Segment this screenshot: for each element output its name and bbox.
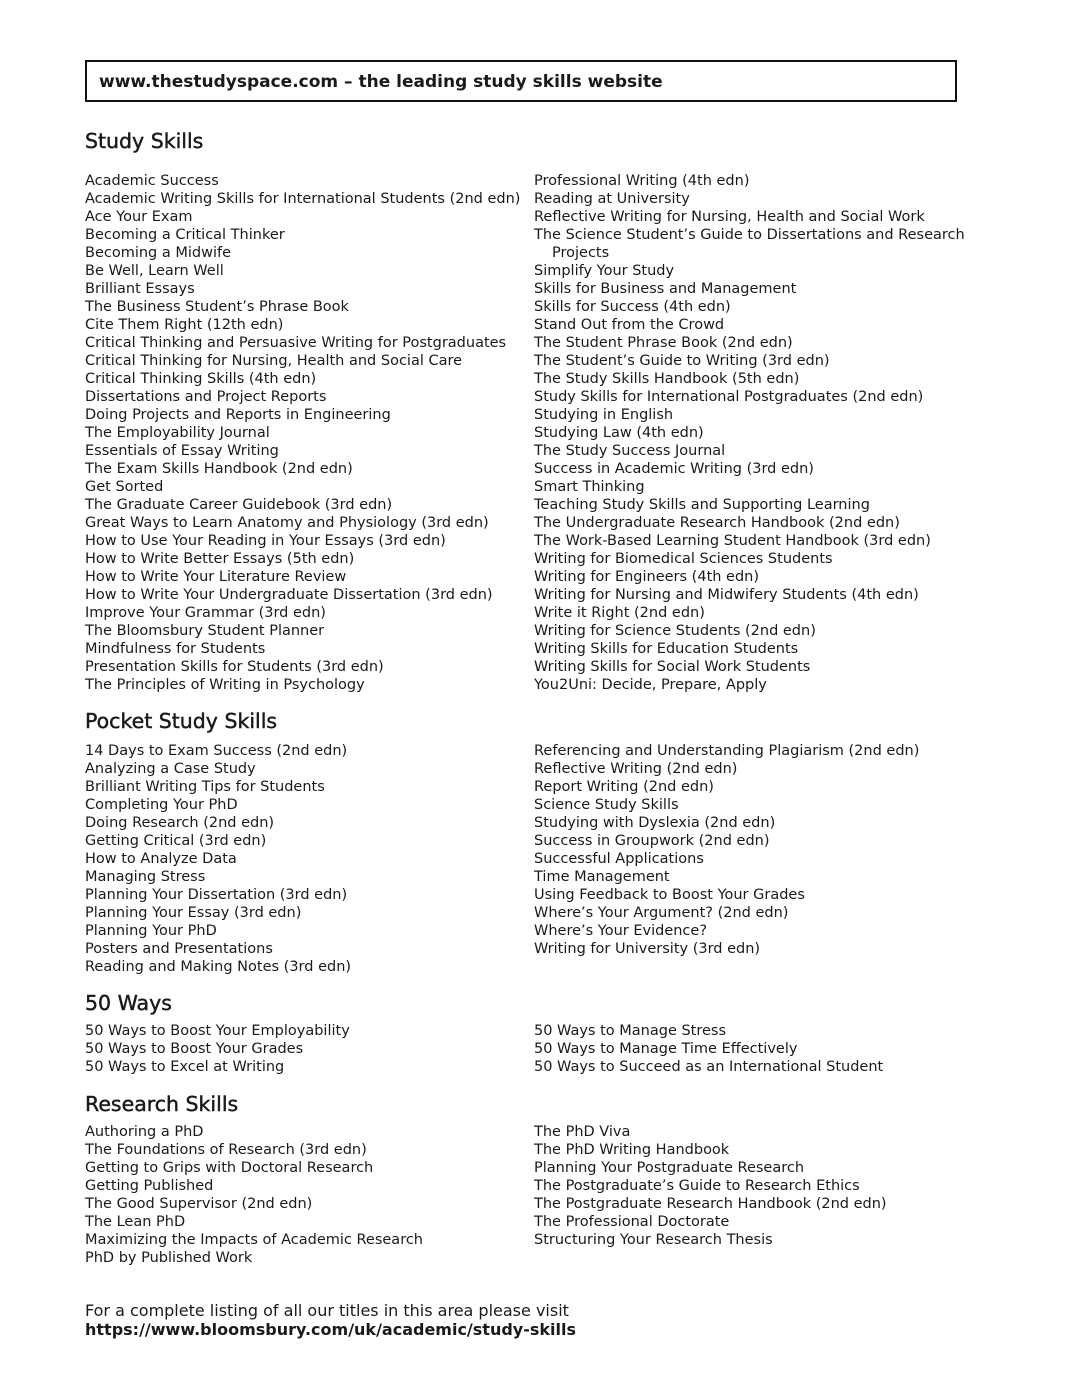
book-title-item: Studying Law (4th edn) <box>534 425 704 441</box>
book-title-item: Analyzing a Case Study <box>85 761 256 777</box>
book-title-item: 50 Ways to Boost Your Employability <box>85 1023 350 1039</box>
book-title-item: Posters and Presentations <box>85 941 273 957</box>
book-title-item: Teaching Study Skills and Supporting Learning <box>534 497 870 513</box>
book-title-item: The Employability Journal <box>85 425 270 441</box>
book-title-item: Mindfulness for Students <box>85 641 266 657</box>
book-title-item: You2Uni: Decide, Prepare, Apply <box>534 677 767 693</box>
book-title-item: Science Study Skills <box>534 797 679 813</box>
book-title-item: 50 Ways to Excel at Writing <box>85 1059 285 1075</box>
book-title-item: The PhD Writing Handbook <box>534 1142 730 1158</box>
book-title-item: Stand Out from the Crowd <box>534 317 725 333</box>
right-column <box>534 742 983 976</box>
book-title-item: Reflective Writing (2nd edn) <box>534 761 738 777</box>
book-title-item: Getting Published <box>85 1178 214 1194</box>
book-title-item: The Science Student’s Guide to Dissertations and Research Projects <box>534 227 965 261</box>
website-banner <box>85 60 957 102</box>
book-title-item: Simplify Your Study <box>534 263 675 279</box>
book-title-item: Success in Academic Writing (3rd edn) <box>534 461 814 477</box>
book-title-item: The Exam Skills Handbook (2nd edn) <box>85 461 353 477</box>
book-title-item: Report Writing (2nd edn) <box>534 779 714 795</box>
book-title-item: Getting Critical (3rd edn) <box>85 833 267 849</box>
book-title-item: Great Ways to Learn Anatomy and Physiology (3rd edn) <box>85 515 489 531</box>
book-title-item: The PhD Viva <box>534 1124 631 1140</box>
book-title-item: The Student’s Guide to Writing (3rd edn) <box>534 353 830 369</box>
book-title-item: Write it Right (2nd edn) <box>534 605 705 621</box>
book-title-item: Success in Groupwork (2nd edn) <box>534 833 770 849</box>
banner-text: www.thestudyspace.com – the leading study skills website <box>99 72 663 92</box>
book-title-item: Presentation Skills for Students (3rd edn) <box>85 659 384 675</box>
book-title-item: PhD by Published Work <box>85 1250 253 1266</box>
book-title-item: Academic Writing Skills for International Students (2nd edn) <box>85 191 521 207</box>
left-column <box>85 172 534 694</box>
section-title: 50 Ways <box>85 991 172 1015</box>
book-title-item: Academic Success <box>85 173 219 189</box>
book-title-item: How to Write Your Literature Review <box>85 569 347 585</box>
section-columns <box>85 742 985 976</box>
book-title-item: Critical Thinking for Nursing, Health and Social Care <box>85 353 463 369</box>
left-column <box>85 1123 534 1267</box>
right-column <box>534 1123 983 1267</box>
book-title-item: Skills for Business and Management <box>534 281 797 297</box>
section-columns <box>85 172 985 694</box>
book-title-item: Using Feedback to Boost Your Grades <box>534 887 805 903</box>
book-title-item: Referencing and Understanding Plagiarism (2nd edn) <box>534 743 920 759</box>
left-column <box>85 742 534 976</box>
book-title-item: Be Well, Learn Well <box>85 263 224 279</box>
book-title-item: Authoring a PhD <box>85 1124 204 1140</box>
book-title-item: Maximizing the Impacts of Academic Research <box>85 1232 423 1248</box>
section-50-ways <box>85 986 985 1076</box>
section-title: Research Skills <box>85 1092 239 1116</box>
book-title-item: Skills for Success (4th edn) <box>534 299 731 315</box>
book-title-item: How to Write Better Essays (5th edn) <box>85 551 355 567</box>
book-title-item: The Business Student’s Phrase Book <box>85 299 349 315</box>
book-title-item: Reading and Making Notes (3rd edn) <box>85 959 352 975</box>
book-title-item: The Good Supervisor (2nd edn) <box>85 1196 313 1212</box>
book-title-item: Writing for Biomedical Sciences Students <box>534 551 833 567</box>
book-listing <box>85 124 985 1267</box>
book-title-item: Where’s Your Argument? (2nd edn) <box>534 905 789 921</box>
book-title-item: Getting to Grips with Doctoral Research <box>85 1160 374 1176</box>
book-title-item: Writing for Nursing and Midwifery Students (4th edn) <box>534 587 919 603</box>
left-column <box>85 1022 534 1076</box>
book-title-item: Brilliant Writing Tips for Students <box>85 779 325 795</box>
book-title-item: The Postgraduate’s Guide to Research Ethics <box>534 1178 860 1194</box>
book-title-item: Writing Skills for Social Work Students <box>534 659 811 675</box>
book-title-item: The Foundations of Research (3rd edn) <box>85 1142 367 1158</box>
section-research-skills <box>85 1087 985 1267</box>
book-title-item: Writing for University (3rd edn) <box>534 941 761 957</box>
book-title-item: Get Sorted <box>85 479 164 495</box>
book-title-item: Where’s Your Evidence? <box>534 923 708 939</box>
book-title-item: Critical Thinking Skills (4th edn) <box>85 371 317 387</box>
book-title-item: Ace Your Exam <box>85 209 193 225</box>
book-title-item: Doing Research (2nd edn) <box>85 815 275 831</box>
book-title-item: The Lean PhD <box>85 1214 186 1230</box>
book-title-item: Writing for Engineers (4th edn) <box>534 569 760 585</box>
book-title-item: The Professional Doctorate <box>534 1214 730 1230</box>
book-title-item: Reading at University <box>534 191 690 207</box>
book-title-item: Successful Applications <box>534 851 704 867</box>
book-title-item: Brilliant Essays <box>85 281 195 297</box>
book-title-item: How to Analyze Data <box>85 851 237 867</box>
book-title-item: Improve Your Grammar (3rd edn) <box>85 605 326 621</box>
book-title-item: Critical Thinking and Persuasive Writing for Postgraduates <box>85 335 507 351</box>
book-title-item: Planning Your PhD <box>85 923 217 939</box>
book-title-item: Structuring Your Research Thesis <box>534 1232 773 1248</box>
book-title-item: The Study Success Journal <box>534 443 726 459</box>
section-columns <box>85 1022 985 1076</box>
book-title-item: 14 Days to Exam Success (2nd edn) <box>85 743 348 759</box>
book-title-item: Becoming a Critical Thinker <box>85 227 285 243</box>
book-title-item: The Work-Based Learning Student Handbook (3rd edn) <box>534 533 931 549</box>
section-study-skills <box>85 124 985 694</box>
book-title-item: The Principles of Writing in Psychology <box>85 677 365 693</box>
book-title-item: Study Skills for International Postgraduates (2nd edn) <box>534 389 924 405</box>
book-title-item: Planning Your Postgraduate Research <box>534 1160 805 1176</box>
book-title-item: Reflective Writing for Nursing, Health and Social Work <box>534 209 925 225</box>
book-title-item: Studying with Dyslexia (2nd edn) <box>534 815 776 831</box>
book-title-item: The Postgraduate Research Handbook (2nd edn) <box>534 1196 887 1212</box>
book-title-item: 50 Ways to Manage Stress <box>534 1023 727 1039</box>
book-title-item: Writing for Science Students (2nd edn) <box>534 623 816 639</box>
book-title-item: The Graduate Career Guidebook (3rd edn) <box>85 497 393 513</box>
book-title-item: Doing Projects and Reports in Engineering <box>85 407 391 423</box>
footer-link[interactable]: https://www.bloomsbury.com/uk/academic/study-skills <box>85 1320 576 1339</box>
section-columns <box>85 1123 985 1267</box>
book-title-item: The Study Skills Handbook (5th edn) <box>534 371 800 387</box>
book-title-item: Essentials of Essay Writing <box>85 443 279 459</box>
book-title-item: Becoming a Midwife <box>85 245 232 261</box>
right-column <box>534 172 983 694</box>
book-title-item: Dissertations and Project Reports <box>85 389 327 405</box>
book-title-item: Smart Thinking <box>534 479 645 495</box>
book-title-item: 50 Ways to Succeed as an International Student <box>534 1059 884 1075</box>
book-title-item: Writing Skills for Education Students <box>534 641 799 657</box>
footer-text: For a complete listing of all our titles in this area please visit <box>85 1301 569 1320</box>
book-title-item: How to Write Your Undergraduate Dissertation (3rd edn) <box>85 587 493 603</box>
book-title-item: Professional Writing (4th edn) <box>534 173 750 189</box>
book-title-item: Planning Your Dissertation (3rd edn) <box>85 887 348 903</box>
section-pocket-study-skills <box>85 704 985 976</box>
book-title-item: Time Management <box>534 869 670 885</box>
book-title-item: 50 Ways to Boost Your Grades <box>85 1041 304 1057</box>
book-title-item: Studying in English <box>534 407 674 423</box>
book-title-item: The Student Phrase Book (2nd edn) <box>534 335 793 351</box>
book-title-item: Cite Them Right (12th edn) <box>85 317 284 333</box>
section-title: Study Skills <box>85 129 204 153</box>
book-title-item: Completing Your PhD <box>85 797 238 813</box>
book-title-item: Planning Your Essay (3rd edn) <box>85 905 302 921</box>
footer-note <box>85 1301 576 1339</box>
book-title-item: How to Use Your Reading in Your Essays (3rd edn) <box>85 533 446 549</box>
right-column <box>534 1022 983 1076</box>
section-title: Pocket Study Skills <box>85 709 278 733</box>
book-title-item: The Bloomsbury Student Planner <box>85 623 325 639</box>
book-title-item: The Undergraduate Research Handbook (2nd edn) <box>534 515 900 531</box>
book-title-item: Managing Stress <box>85 869 206 885</box>
book-title-item: 50 Ways to Manage Time Effectively <box>534 1041 798 1057</box>
